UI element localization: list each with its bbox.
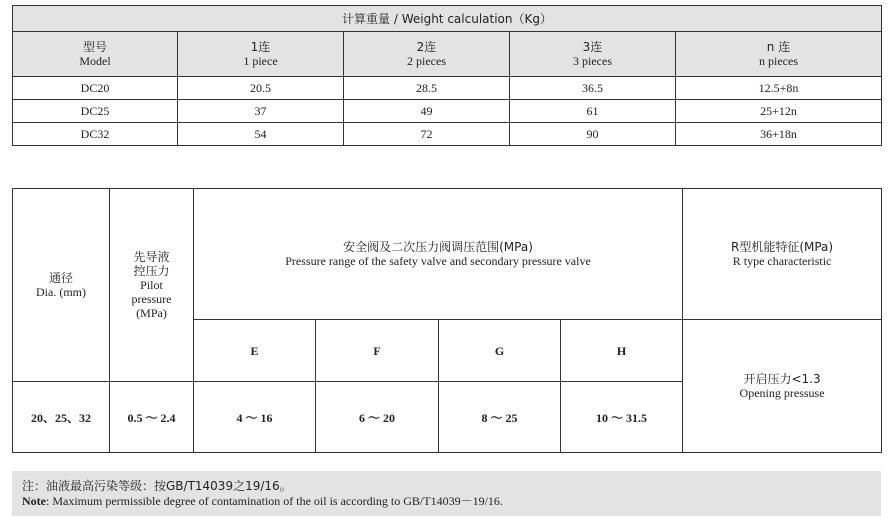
cell-n-pieces: 36+18n [676, 123, 882, 146]
header-2-pieces: 2连 2 pieces [344, 32, 510, 77]
cell-2-pieces: 49 [344, 100, 510, 123]
header-pilot-pressure: 先导液 控压力 Pilot pressure (MPa) [110, 189, 194, 382]
opening-pressure-cell: 开启压力<1.3 Opening pressuse [683, 320, 882, 453]
note-text: : Maximum permissible degree of contamination of the oil is according to GB/T14039－19/16. [46, 494, 503, 508]
cell-3-pieces: 61 [510, 100, 676, 123]
cell-n-pieces: 12.5+8n [676, 77, 882, 100]
cell-model: DC20 [13, 77, 178, 100]
header-pressure-range: 安全阀及二次压力阀调压范围(MPa) Pressure range of the safety valve and secondary pressure valve [194, 189, 683, 320]
header-model: 型号 Model [13, 32, 178, 77]
header-1-piece: 1连 1 piece [178, 32, 344, 77]
cell-range-e: 4 ～ 16 [194, 382, 316, 453]
weight-calculation-table [12, 5, 882, 146]
cell-n-pieces: 25+12n [676, 100, 882, 123]
sub-header-e: E [194, 320, 316, 382]
header-dia: 通径 Dia. (mm) [13, 189, 110, 382]
cell-2-pieces: 28.5 [344, 77, 510, 100]
header-3-pieces: 3连 3 pieces [510, 32, 676, 77]
cell-3-pieces: 36.5 [510, 77, 676, 100]
weight-table-title: 计算重量 / Weight calculation（Kg） [13, 6, 882, 32]
weight-table-header-row [13, 32, 882, 77]
cell-1-piece: 20.5 [178, 77, 344, 100]
table-row [13, 77, 882, 100]
cell-range-f: 6 ～ 20 [316, 382, 439, 453]
sub-header-h: H [561, 320, 683, 382]
note-cn: 注：油液最高污染等级：按GB/T14039之19/16。 [22, 479, 292, 493]
header-r-type: R型机能特征(MPa) R type characteristic [683, 189, 882, 320]
cell-model: DC32 [13, 123, 178, 146]
sub-header-g: G [439, 320, 561, 382]
cell-dia: 20、25、32 [13, 382, 110, 453]
contamination-note [12, 471, 881, 516]
cell-1-piece: 54 [178, 123, 344, 146]
header-n-pieces: n 连 n pieces [676, 32, 882, 77]
note-label: Note [22, 494, 46, 508]
cell-2-pieces: 72 [344, 123, 510, 146]
pressure-range-table [12, 188, 882, 453]
cell-model: DC25 [13, 100, 178, 123]
cell-range-g: 8 ～ 25 [439, 382, 561, 453]
sub-header-f: F [316, 320, 439, 382]
cell-pilot: 0.5 ～ 2.4 [110, 382, 194, 453]
table-row [13, 100, 882, 123]
cell-3-pieces: 90 [510, 123, 676, 146]
table-row [13, 123, 882, 146]
note-en [22, 494, 871, 509]
cell-1-piece: 37 [178, 100, 344, 123]
cell-range-h: 10 ～ 31.5 [561, 382, 683, 453]
